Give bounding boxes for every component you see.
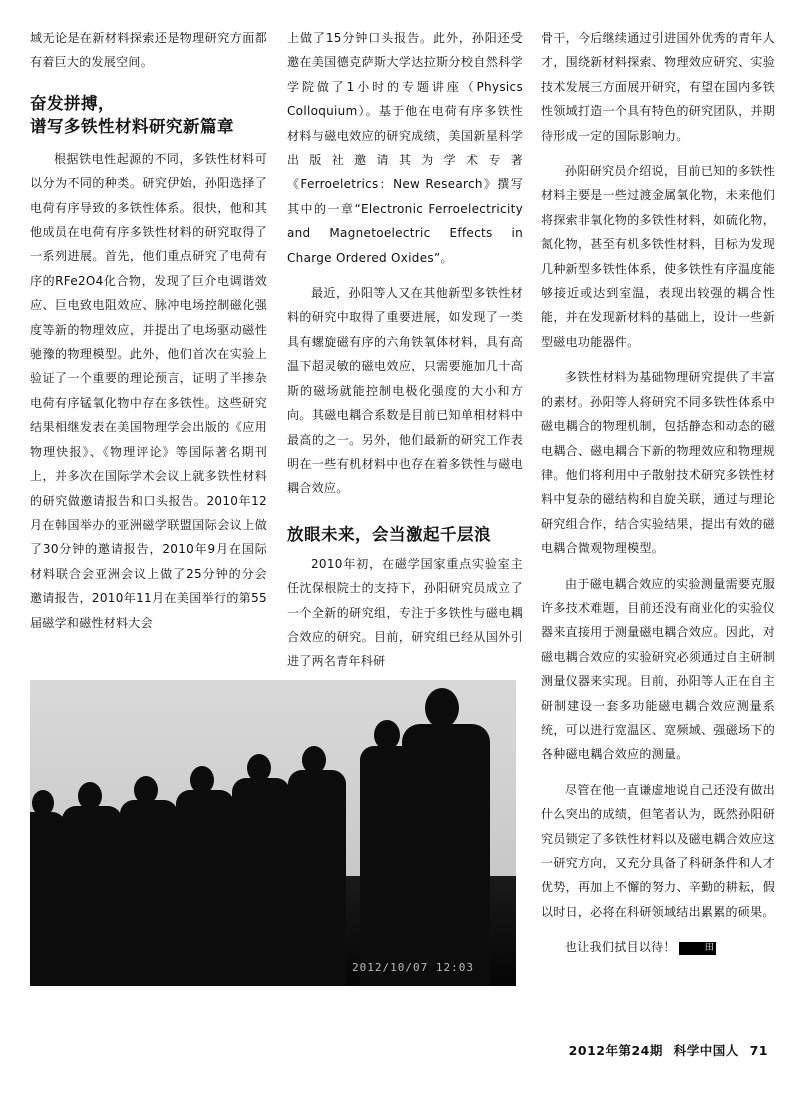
paragraph: 尽管在他一直谦虚地说自己还没有做出什么突出的成绩，但笔者认为，既然孙阳研究员锁定了多铁性材料以及磁电耦合效应这一研究方向，又充分具备了科研条件和人才优势，再加上不懈的努力、辛勤的耕耘，假以时日，必将在科研领域结出累累的硕果。 <box>541 782 775 919</box>
paragraph: 域无论是在新材料探索还是物理研究方面都有着巨大的发展空间。 <box>30 31 267 70</box>
end-mark-icon: 田 <box>679 942 716 955</box>
paragraph: 根据铁电性起源的不同，多铁性材料可以分为不同的种类。研究伊始，孙阳选择了电荷有序导致的多铁性体系。很快，他和其他成员在电荷有序多铁性材料的研究取得了一系列进展。首先，他们重点研究了电荷有序的RFe2O4化合物，发现了巨介电调谐效应、巨电致电阻效应、脉冲电场控制磁化强度等新的物理效应，并提出了电场驱动磁性驰豫的物理模型。此外，他们首次在实验上验证了一个重要的理论预言，证明了半掺杂电荷有序锰氧化物中存在多铁性。这些研究结果相继发表在美国物理学会出版的《应用物理快报》、《物理评论》等国际著名期刊上，并多次在国际学术会议上就多铁性材料的研究做邀请报告和口头报告。2010年12月在韩国举办的亚洲磁学联盟国际会议上做了30分钟的邀请报告，2010年9月在国际材料联合会亚洲会议上做了25分钟的分会邀请报告，2010年11月在美国举行的第55届磁学和磁性材料大会 <box>30 151 267 630</box>
heading-line: 奋发拼搏， <box>30 93 115 113</box>
text-column-1 <box>30 26 267 635</box>
person-silhouette <box>360 746 420 986</box>
group-photo <box>30 680 516 986</box>
person-silhouette <box>232 778 290 986</box>
heading-line: 谱写多铁性材料研究新篇章 <box>30 116 234 136</box>
person-silhouette <box>425 688 459 728</box>
photo-timestamp: 2012/10/07 12:03 <box>352 961 474 974</box>
person-silhouette <box>120 800 178 986</box>
paragraph <box>541 935 775 959</box>
page-footer <box>563 1041 768 1059</box>
person-silhouette <box>62 806 122 986</box>
text-column-3 <box>541 26 775 960</box>
person-silhouette <box>176 790 234 986</box>
issue-label: 2012年第24期 <box>568 1043 663 1058</box>
paragraph: 孙阳研究员介绍说，目前已知的多铁性材料主要是一些过渡金属氧化物，未来他们将探索非氧化物的多铁性材料，如硫化物，氮化物，甚至有机多铁性材料，目标为发现几种新型多铁性体系，使多铁性有序温度能够接近或达到室温，表现出较强的耦合性能，并在发现新材料的基础上，设计一些新型磁电功能器件。 <box>541 164 775 349</box>
paragraph: 2010年初，在磁学国家重点实验室主任沈保根院士的支持下，孙阳研究员成立了一个全新的研究组，专注于多铁性与磁电耦合效应的研究。目前，研究组已经从国外引进了两名青年科研 <box>287 556 523 669</box>
closing-line: 也让我们拭目以待！ <box>565 940 676 955</box>
paragraph: 最近，孙阳等人又在其他新型多铁性材料的研究中取得了重要进展，如发现了一类具有螺旋磁有序的六角铁氧体材料，具有高温下超灵敏的磁电效应，只需要施加几十高斯的磁场就能控制电极化强度的大小和方向。其磁电耦合系数是目前已知单相材料中最高的之一。另外，他们最新的研究工作表明在一些有机材料中也存在着多铁性与磁电耦合效应。 <box>287 286 523 496</box>
paragraph: 多铁性材料为基础物理研究提供了丰富的素材。孙阳等人将研究不同多铁性体系中磁电耦合的物理机制，包括静态和动态的磁电耦合、磁电耦合下新的物理效应和物理规律。他们将利用中子散射技术研究多铁性材料中复杂的磁结构和自旋关联，通过与理论研究组合作，结合实验结果，提出有效的磁电耦合微观物理模型。 <box>541 370 775 556</box>
paragraph: 上做了15分钟口头报告。此外，孙阳还受邀在美国德克萨斯大学达拉斯分校自然科学学院做了1小时的专题讲座（Physics Colloquium）。基于他在电荷有序多铁性材料与磁电效应的研究成绩，美国新星科学出版社邀请其为学术专著《Ferroeletrics：New Research》撰写其中的一章“Electronic Ferroelectricity and Magnetoelectric Effects in Charge Ordered Oxides”。 <box>287 31 523 265</box>
paragraph: 骨干，今后继续通过引进国外优秀的青年人才，围绕新材料探索、物理效应研究、实验技术发展三方面展开研究，有望在国内多铁性领域打造一个具有特色的研究团队，并期待形成一定的国际影响力。 <box>541 31 775 143</box>
paragraph: 由于磁电耦合效应的实验测量需要克服许多技术难题，目前还没有商业化的实验仪器来直接用于测量磁电耦合效应。因此，对磁电耦合效应的实验研究必须通过自主研制测量仪器来实现。目前，孙阳等人正在自主研制建设一套多功能磁电耦合效应测量系统，可以进行宽温区、宽频域、强磁场下的各种磁电耦合效应的测量。 <box>541 576 775 762</box>
magazine-name: 科学中国人 <box>673 1043 739 1058</box>
text-column-2 <box>287 26 523 674</box>
section-heading <box>30 92 267 138</box>
page-number: 71 <box>749 1043 768 1058</box>
person-silhouette <box>30 812 66 986</box>
section-heading: 放眼未来，会当激起千层浪 <box>287 524 491 544</box>
person-silhouette <box>288 770 346 986</box>
